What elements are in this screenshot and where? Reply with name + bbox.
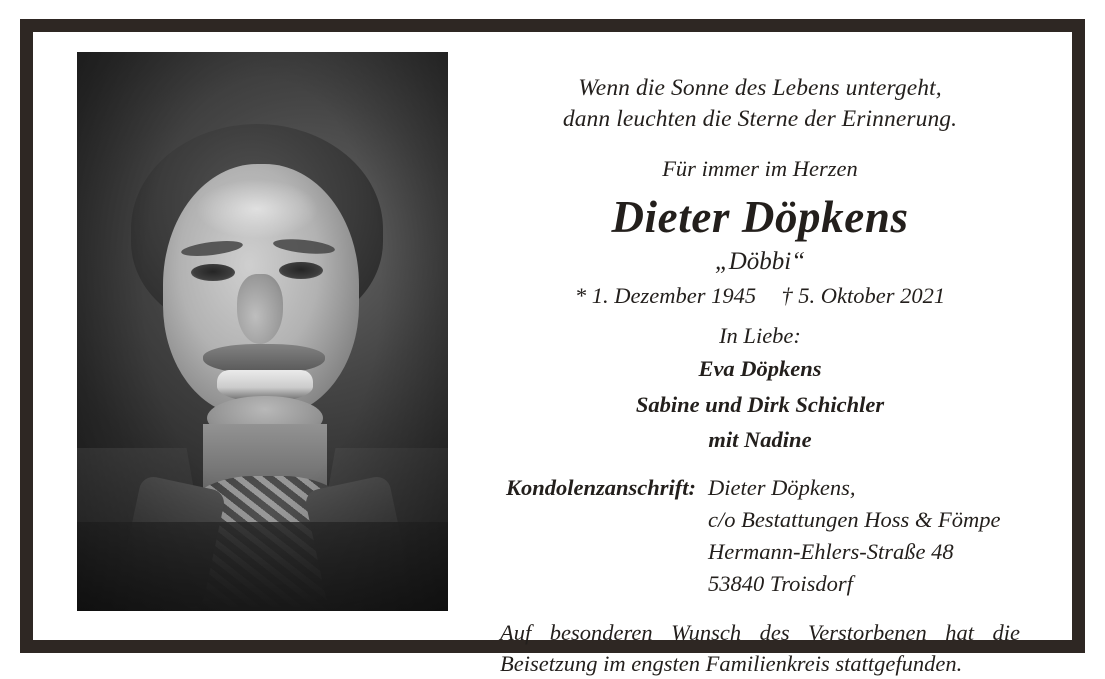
deceased-nickname: „Döbbi“: [714, 248, 806, 276]
obituary-notice-frame: [20, 19, 1085, 676]
condolence-address: [708, 472, 1000, 600]
survivor-name-2: Sabine und Dirk Schichler: [635, 391, 885, 417]
condolence-label: Kondolenzanschrift:: [506, 474, 697, 500]
portrait-vignette: [77, 52, 448, 611]
dedication-text: Für immer im Herzen: [662, 156, 858, 182]
memorial-verse: [496, 73, 1024, 135]
death-date: † 5. Oktober 2021: [781, 283, 946, 309]
survivor-name-1: Eva Döpkens: [698, 356, 822, 382]
condolence-address-line-4: 53840 Troisdorf: [708, 570, 853, 596]
condolence-address-line-3: Hermann-Ehlers-Straße 48: [708, 538, 954, 564]
obituary-text-column: [448, 51, 1050, 679]
in-love-label: In Liebe:: [719, 323, 801, 349]
survivor-name-3: mit Nadine: [708, 427, 812, 453]
obituary-notice-content: [33, 32, 1072, 676]
closing-line-1: Auf besonderen Wunsch des Verstorbenen hat die: [500, 619, 1020, 645]
life-dates: [496, 283, 1024, 309]
closing-line-2: Beisetzung im engsten Familienkreis stattgefunden.: [500, 650, 963, 676]
portrait-photo: [77, 52, 448, 611]
deceased-name: Dieter Döpkens: [611, 192, 909, 243]
condolence-block: [496, 472, 1024, 600]
condolence-address-line-2: c/o Bestattungen Hoss & Fömpe: [708, 506, 1001, 532]
birth-date: * 1. Dezember 1945: [574, 283, 757, 309]
verse-line-2: dann leuchten die Sterne der Erinnerung.: [562, 106, 958, 133]
closing-note: [496, 617, 1024, 679]
verse-line-1: Wenn die Sonne des Lebens untergeht,: [578, 75, 942, 101]
condolence-address-line-1: Dieter Döpkens,: [708, 474, 856, 500]
